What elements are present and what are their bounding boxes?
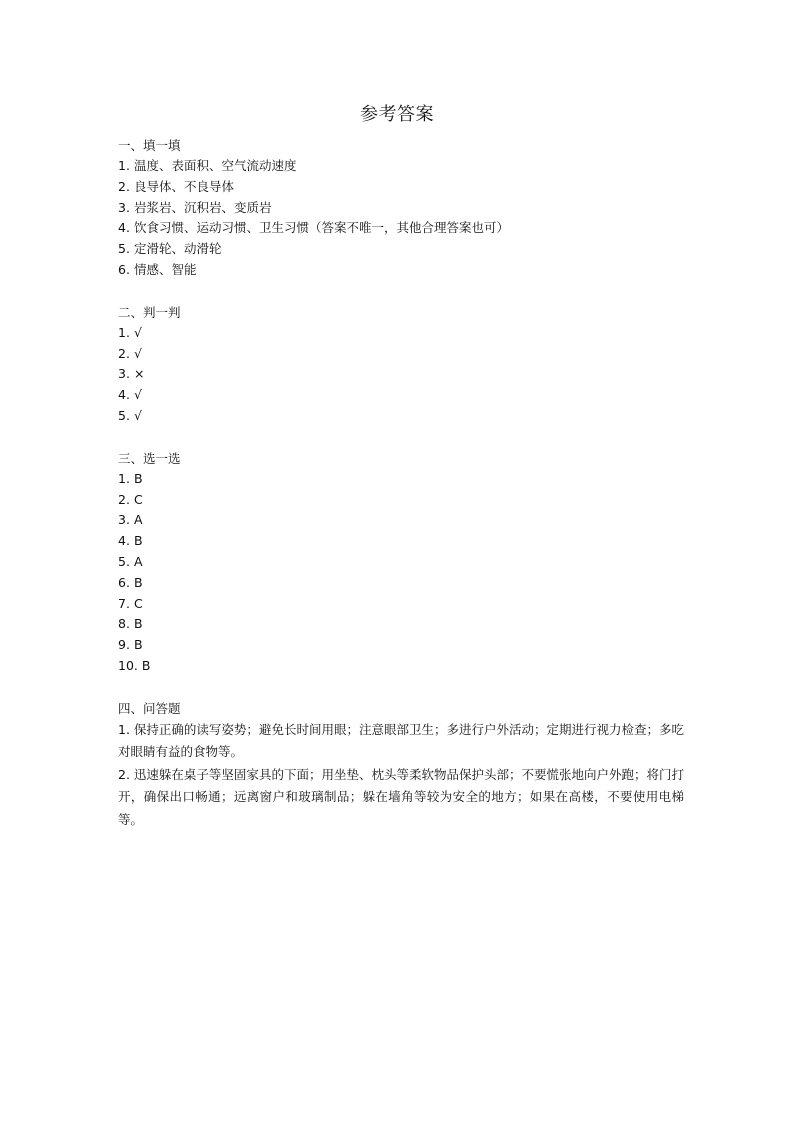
item-text: 情感、智能	[133, 261, 197, 277]
item-text: 岩浆岩、沉积岩、变质岩	[133, 199, 272, 215]
section-heading-true-false: 二、判一判	[118, 304, 181, 320]
item-text: B	[133, 470, 143, 486]
item-number: 1.	[118, 721, 130, 737]
item-number: 1.	[118, 324, 130, 340]
list-item	[118, 531, 684, 552]
item-text: √	[133, 387, 142, 403]
item-text: ×	[133, 366, 145, 382]
item-number: 5.	[118, 553, 130, 569]
list-item	[118, 510, 684, 531]
item-number: 2.	[118, 178, 130, 194]
item-number: 6.	[118, 574, 130, 590]
section-heading-fill-in: 一、填一填	[118, 138, 181, 153]
section-heading-short-answer: 四、问答题	[118, 700, 181, 716]
list-item	[118, 344, 684, 365]
item-number: 2.	[118, 766, 130, 782]
item-number: 8.	[118, 616, 130, 632]
list-item	[118, 198, 684, 219]
item-text: 定滑轮、动滑轮	[133, 241, 222, 257]
item-number: 5.	[118, 407, 130, 423]
list-item	[118, 635, 684, 656]
item-number: 6.	[118, 261, 130, 277]
item-number: 4.	[118, 387, 130, 403]
item-text: B	[141, 657, 151, 673]
answer-content	[118, 135, 684, 831]
item-number: 2.	[118, 491, 130, 507]
paragraph-text: 迅速躲在桌子等坚固家具的下面；用坐垫、枕头等柔软物品保护头部；不要慌张地向户外跑；将门打开，确保出口畅通；远离窗户和玻璃制品；躲在墙角等较为安全的地方；如果在高楼，不要使用电梯等。	[118, 766, 684, 827]
list-item	[118, 385, 684, 406]
item-text: A	[133, 512, 143, 528]
item-text: 饮食习惯、运动习惯、卫生习惯（答案不唯一，其他合理答案也可）	[133, 220, 509, 236]
item-text: A	[133, 553, 143, 569]
section-spacer	[118, 677, 684, 698]
list-item	[118, 218, 684, 239]
item-text: C	[133, 491, 143, 507]
item-number: 4.	[118, 533, 130, 549]
section-heading-multiple-choice: 三、选一选	[118, 450, 181, 466]
item-number: 9.	[118, 637, 130, 653]
item-text: B	[133, 533, 143, 549]
section-spacer	[118, 427, 684, 448]
item-text: B	[133, 574, 143, 590]
page-title: 参考答案	[360, 104, 434, 125]
list-item	[118, 490, 684, 511]
item-number: 1.	[118, 470, 130, 486]
item-text: B	[133, 637, 143, 653]
list-item	[118, 469, 684, 490]
list-item	[118, 156, 684, 177]
list-item	[118, 573, 684, 594]
item-number: 3.	[118, 199, 130, 215]
list-item	[118, 260, 684, 281]
item-number: 7.	[118, 595, 130, 611]
item-number: 1.	[118, 158, 130, 173]
answer-paragraph	[118, 719, 684, 764]
item-text: C	[133, 595, 143, 611]
list-item	[118, 656, 684, 677]
item-text: √	[133, 407, 142, 423]
item-number: 2.	[118, 345, 130, 361]
item-number: 4.	[118, 220, 130, 236]
item-text: B	[133, 616, 143, 632]
item-number: 10.	[118, 657, 138, 673]
answer-paragraph	[118, 764, 684, 832]
item-text: √	[133, 324, 142, 340]
section-spacer	[118, 281, 684, 302]
item-number: 5.	[118, 241, 130, 257]
list-item	[118, 614, 684, 635]
list-item	[118, 594, 684, 615]
list-item	[118, 552, 684, 573]
item-number: 3.	[118, 512, 130, 528]
list-item	[118, 364, 684, 385]
list-item	[118, 406, 684, 427]
item-text: 温度、表面积、空气流动速度	[133, 158, 297, 173]
list-item	[118, 177, 684, 198]
item-text: √	[133, 345, 142, 361]
item-text: 良导体、不良导体	[133, 178, 234, 194]
list-item	[118, 239, 684, 260]
list-item	[118, 323, 684, 344]
item-number: 3.	[118, 366, 130, 382]
paragraph-text: 保持正确的读写姿势；避免长时间用眼；注意眼部卫生；多进行户外活动；定期进行视力检查；多吃对眼睛有益的食物等。	[118, 721, 684, 760]
